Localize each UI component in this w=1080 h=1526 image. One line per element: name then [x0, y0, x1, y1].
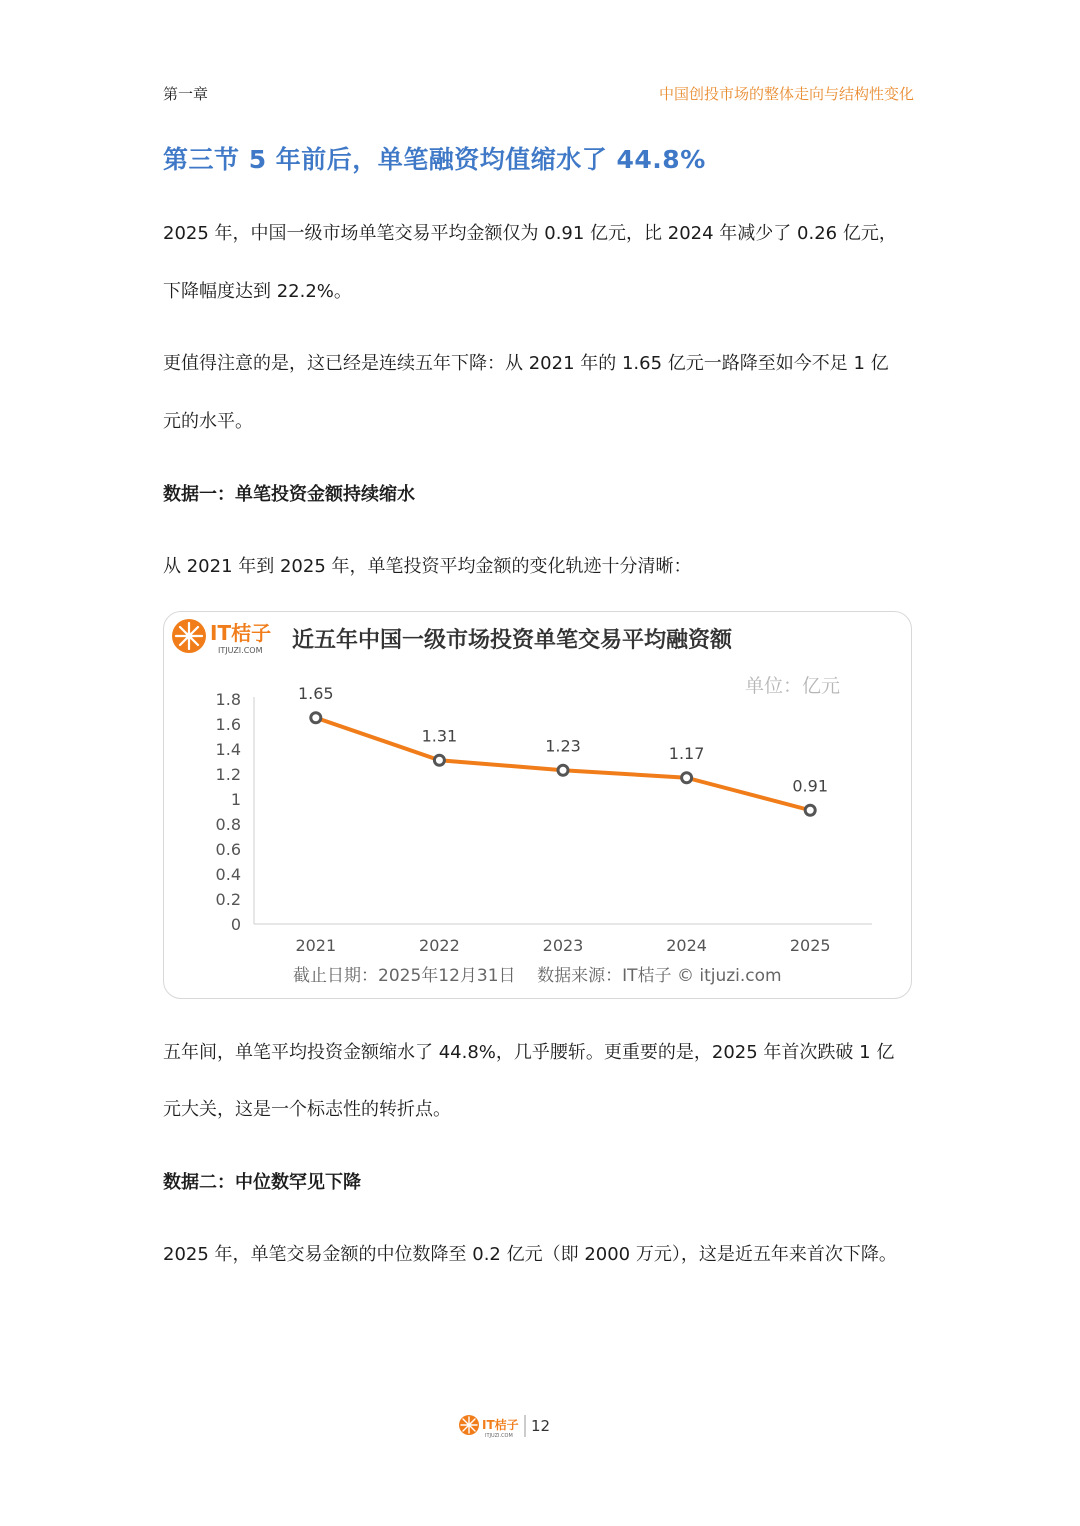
x-tick-label: 2022: [419, 936, 460, 955]
paragraph-1-line-2: 下降幅度达到 22.2%。: [163, 281, 352, 302]
x-tick-label: 2024: [666, 936, 707, 955]
data-point: [805, 805, 815, 815]
chart-card: [163, 611, 912, 999]
data-label: 1.17: [668, 743, 705, 763]
heading-data-2: 数据二：中位数罕见下降: [163, 1172, 361, 1193]
line-chart: [164, 612, 913, 1000]
data-label: 1.23: [545, 736, 581, 756]
page-footer: [0, 1410, 1080, 1440]
paragraph-5: 2025 年，单笔交易金额的中位数降至 0.2 亿元（即 2000 万元），这是近五年来首次下降。: [163, 1244, 897, 1265]
y-tick-label: 1.4: [215, 740, 241, 759]
footer-sub-text: ITJUZI.COM: [485, 1433, 513, 1439]
page-number: 12: [531, 1417, 551, 1435]
y-tick-label: 1.8: [215, 690, 241, 709]
chart-title: 近五年中国一级市场投资单笔交易平均融资额: [292, 628, 733, 653]
footer-logo: [459, 1415, 519, 1439]
x-tick-label: 2021: [295, 936, 337, 955]
y-tick-label: 1.6: [215, 715, 241, 734]
data-point: [434, 755, 444, 765]
x-tick-label: 2023: [542, 936, 584, 955]
y-tick-label: 1: [230, 790, 241, 809]
footer-brand-text: IT桔子: [482, 1418, 519, 1432]
chapter-label: 第一章: [163, 85, 209, 103]
y-tick-label: 0.4: [215, 865, 241, 884]
paragraph-3: 从 2021 年到 2025 年，单笔投资平均金额的变化轨迹十分清晰：: [163, 556, 692, 577]
x-tick-label: 2025: [789, 936, 831, 955]
y-tick-label: 0.2: [215, 890, 241, 909]
data-label: 1.65: [297, 683, 334, 703]
y-tick-label: 1.2: [215, 765, 241, 784]
data-label: 1.31: [421, 726, 458, 746]
heading-data-1: 数据一：单笔投资金额持续缩水: [163, 484, 415, 505]
paragraph-1-line-1: 2025 年，中国一级市场单笔交易平均金额仅为 0.91 亿元，比 2024 年减少了 0.26 亿元，: [163, 223, 897, 244]
logo-brand-text: IT桔子: [210, 621, 272, 645]
running-title: 中国创投市场的整体走向与结构性变化: [658, 85, 914, 103]
logo-sub-text: ITJUZI.COM: [218, 646, 263, 655]
y-tick-label: 0.6: [215, 840, 241, 859]
itjuzi-logo: [172, 619, 271, 655]
y-tick-label: 0.8: [215, 815, 241, 834]
section-title: 第三节 5 年前后，单笔融资均值缩水了 44.8%: [163, 145, 706, 174]
data-point: [682, 773, 692, 783]
data-point: [558, 765, 568, 775]
paragraph-4-line-2: 元大关，这是一个标志性的转折点。: [163, 1099, 451, 1120]
paragraph-2-line-2: 元的水平。: [163, 411, 253, 432]
y-tick-label: 0: [230, 915, 241, 934]
data-label: 0.91: [792, 776, 829, 796]
unit-label: 单位：亿元: [744, 675, 840, 697]
paragraph-2-line-1: 更值得注意的是，这已经是连续五年下降：从 2021 年的 1.65 亿元一路降至如今不足 1 亿: [163, 353, 889, 374]
paragraph-4-line-1: 五年间，单笔平均投资金额缩水了 44.8%，几乎腰斩。更重要的是，2025 年首次跌破 1 亿: [163, 1042, 895, 1063]
data-point: [311, 713, 321, 723]
chart-footnote: 截止日期：2025年12月31日 数据来源：IT桔子 © itjuzi.com: [293, 966, 782, 986]
